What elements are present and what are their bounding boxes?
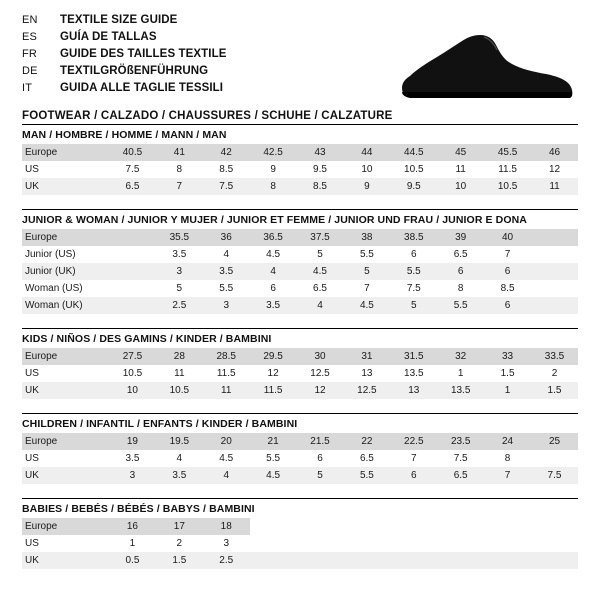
language-code: IT (22, 82, 33, 94)
cell: 5 (343, 263, 390, 280)
cell (109, 246, 156, 263)
cell: 5 (297, 246, 344, 263)
cell: 3 (203, 535, 250, 552)
cell: 30 (297, 348, 344, 365)
cell: 2.5 (156, 297, 203, 314)
cell: 6 (484, 263, 531, 280)
cell: 16 (109, 518, 156, 535)
cell: 0.5 (109, 552, 156, 569)
cell: 6.5 (437, 246, 484, 263)
row-label: Europe (22, 144, 109, 161)
cell: 36 (203, 229, 250, 246)
cell: 12.5 (343, 382, 390, 399)
row-label: US (22, 450, 109, 467)
row-label: US (22, 365, 109, 382)
cell: 4.5 (250, 246, 297, 263)
cell: 4.5 (297, 263, 344, 280)
language-code: DE (22, 65, 38, 77)
cell: 1 (437, 365, 484, 382)
cell: 3.5 (156, 246, 203, 263)
cell: 7 (343, 280, 390, 297)
cell: 37.5 (297, 229, 344, 246)
language-title: GUIDA ALLE TAGLIE TESSILI (60, 82, 224, 94)
cell: 2 (531, 365, 578, 382)
cell: 23.5 (437, 433, 484, 450)
cell: 29.5 (250, 348, 297, 365)
cell (531, 297, 578, 314)
cell: 12 (297, 382, 344, 399)
cell: 7.5 (203, 178, 250, 195)
table-row (22, 280, 578, 297)
cell-empty (390, 518, 437, 535)
cell: 40.5 (109, 144, 156, 161)
cell: 6 (250, 280, 297, 297)
table-row (22, 246, 578, 263)
row-label: US (22, 535, 109, 552)
cell: 4 (297, 297, 344, 314)
cell: 12 (531, 161, 578, 178)
cell: 10 (109, 382, 156, 399)
cell: 11 (437, 161, 484, 178)
cell: 43 (297, 144, 344, 161)
cell: 42 (203, 144, 250, 161)
language-code: EN (22, 14, 38, 26)
cell: 8.5 (203, 161, 250, 178)
cell: 8.5 (484, 280, 531, 297)
cell: 10 (437, 178, 484, 195)
cell: 11.5 (484, 161, 531, 178)
cell: 6 (390, 467, 437, 484)
cell: 10.5 (390, 161, 437, 178)
cell-empty (250, 535, 297, 552)
cell: 11 (203, 382, 250, 399)
cell: 3.5 (109, 450, 156, 467)
cell-empty (484, 518, 531, 535)
section-title: KIDS / NIÑOS / DES GAMINS / KINDER / BAMBINI (22, 333, 272, 345)
document-header (22, 14, 578, 122)
row-label: US (22, 161, 109, 178)
cell (531, 280, 578, 297)
cell: 19.5 (156, 433, 203, 450)
cell: 11 (531, 178, 578, 195)
size-table-man (22, 144, 578, 195)
cell: 31 (343, 348, 390, 365)
cell (531, 229, 578, 246)
cell: 3.5 (203, 263, 250, 280)
cell: 28.5 (203, 348, 250, 365)
cell: 7 (484, 467, 531, 484)
cell: 5 (297, 467, 344, 484)
cell: 6 (390, 246, 437, 263)
cell: 7 (484, 246, 531, 263)
row-label: Europe (22, 348, 109, 365)
table-row (22, 450, 578, 467)
table-row (22, 433, 578, 450)
cell-empty (250, 518, 297, 535)
cell-empty (297, 518, 344, 535)
cell: 31.5 (390, 348, 437, 365)
cell: 7.5 (437, 450, 484, 467)
cell: 4.5 (250, 467, 297, 484)
cell: 21.5 (297, 433, 344, 450)
cell: 13.5 (437, 382, 484, 399)
table-row (22, 552, 578, 569)
cell: 5.5 (203, 280, 250, 297)
cell: 4 (203, 246, 250, 263)
cell: 4 (203, 467, 250, 484)
cell: 8 (484, 450, 531, 467)
cell-empty (531, 552, 578, 569)
cell: 5 (156, 280, 203, 297)
cell: 38.5 (390, 229, 437, 246)
cell-empty (343, 535, 390, 552)
cell: 6 (297, 450, 344, 467)
cell: 9 (343, 178, 390, 195)
cell: 19 (109, 433, 156, 450)
cell: 41 (156, 144, 203, 161)
row-label: Woman (UK) (22, 297, 109, 314)
cell (109, 263, 156, 280)
cell-empty (437, 552, 484, 569)
cell: 44 (343, 144, 390, 161)
cell-empty (437, 518, 484, 535)
cell-empty (484, 552, 531, 569)
cell-empty (250, 552, 297, 569)
cell-empty (437, 535, 484, 552)
section-title: BABIES / BEBÉS / BÉBÉS / BABYS / BAMBINI (22, 503, 255, 515)
cell: 7 (390, 450, 437, 467)
cell: 9 (250, 161, 297, 178)
cell: 5 (390, 297, 437, 314)
cell: 40 (484, 229, 531, 246)
size-table-kids (22, 348, 578, 399)
cell-empty (531, 518, 578, 535)
cell: 1.5 (531, 382, 578, 399)
row-label: UK (22, 382, 109, 399)
cell: 3 (203, 297, 250, 314)
cell: 17 (156, 518, 203, 535)
cell: 7.5 (390, 280, 437, 297)
table-row (22, 535, 578, 552)
cell: 1 (109, 535, 156, 552)
cell: 45 (437, 144, 484, 161)
row-label: Junior (US) (22, 246, 109, 263)
row-label: Junior (UK) (22, 263, 109, 280)
cell: 10.5 (484, 178, 531, 195)
cell: 6 (484, 297, 531, 314)
cell: 44.5 (390, 144, 437, 161)
table-row (22, 161, 578, 178)
section-junior-woman (22, 209, 578, 314)
cell: 6.5 (343, 450, 390, 467)
row-label: Europe (22, 229, 109, 246)
cell: 2 (156, 535, 203, 552)
cell: 1 (484, 382, 531, 399)
cell: 27.5 (109, 348, 156, 365)
cell: 39 (437, 229, 484, 246)
cell: 8 (156, 161, 203, 178)
cell: 6.5 (297, 280, 344, 297)
cell: 3 (109, 467, 156, 484)
cell: 12.5 (297, 365, 344, 382)
cell (109, 297, 156, 314)
cell: 3 (156, 263, 203, 280)
cell (531, 246, 578, 263)
table-row (22, 229, 578, 246)
cell: 42.5 (250, 144, 297, 161)
dress-shoe-icon (388, 30, 578, 108)
cell: 4.5 (203, 450, 250, 467)
cell: 5.5 (437, 297, 484, 314)
cell: 4 (156, 450, 203, 467)
table-row (22, 178, 578, 195)
cell: 8 (437, 280, 484, 297)
cell: 13 (343, 365, 390, 382)
cell: 33 (484, 348, 531, 365)
cell: 7 (156, 178, 203, 195)
cell: 20 (203, 433, 250, 450)
cell: 45.5 (484, 144, 531, 161)
row-label: Europe (22, 518, 109, 535)
section-man (22, 124, 578, 195)
cell: 11.5 (250, 382, 297, 399)
section-title: JUNIOR & WOMAN / JUNIOR Y MUJER / JUNIOR ET FEMME / JUNIOR UND FRAU / JUNIOR E DONA (22, 214, 527, 226)
language-code: FR (22, 48, 38, 60)
size-table-junior-woman (22, 229, 578, 314)
row-label: UK (22, 467, 109, 484)
cell: 6.5 (109, 178, 156, 195)
table-row (22, 348, 578, 365)
cell: 6.5 (437, 467, 484, 484)
cell: 9.5 (297, 161, 344, 178)
cell-empty (297, 552, 344, 569)
language-title: TEXTILE SIZE GUIDE (60, 14, 178, 26)
cell: 11 (156, 365, 203, 382)
cell (109, 280, 156, 297)
cell: 2.5 (203, 552, 250, 569)
cell: 5.5 (250, 450, 297, 467)
cell-empty (484, 535, 531, 552)
cell: 36.5 (250, 229, 297, 246)
cell: 8.5 (297, 178, 344, 195)
cell: 13.5 (390, 365, 437, 382)
section-children (22, 413, 578, 484)
cell-empty (297, 535, 344, 552)
cell: 10.5 (109, 365, 156, 382)
cell-empty (343, 552, 390, 569)
cell: 3.5 (250, 297, 297, 314)
cell-empty (390, 552, 437, 569)
table-row (22, 365, 578, 382)
cell: 5.5 (343, 467, 390, 484)
cell: 13 (390, 382, 437, 399)
cell: 3.5 (156, 467, 203, 484)
cell: 33.5 (531, 348, 578, 365)
section-kids (22, 328, 578, 399)
cell: 10.5 (156, 382, 203, 399)
language-title: GUÍA DE TALLAS (60, 31, 157, 43)
table-row (22, 382, 578, 399)
cell: 7.5 (109, 161, 156, 178)
language-code: ES (22, 31, 38, 43)
size-table-children (22, 433, 578, 484)
table-row (22, 144, 578, 161)
cell-empty (343, 518, 390, 535)
footwear-heading: FOOTWEAR / CALZADO / CHAUSSURES / SCHUHE / CALZATURE (22, 110, 393, 122)
cell: 22.5 (390, 433, 437, 450)
cell: 38 (343, 229, 390, 246)
cell: 1.5 (156, 552, 203, 569)
cell: 4.5 (343, 297, 390, 314)
cell: 12 (250, 365, 297, 382)
row-label: UK (22, 552, 109, 569)
cell: 7.5 (531, 467, 578, 484)
cell: 46 (531, 144, 578, 161)
cell (109, 229, 156, 246)
cell: 18 (203, 518, 250, 535)
table-row (22, 467, 578, 484)
cell: 25 (531, 433, 578, 450)
cell: 11.5 (203, 365, 250, 382)
cell: 9.5 (390, 178, 437, 195)
table-row (22, 518, 578, 535)
cell (531, 263, 578, 280)
cell: 1.5 (484, 365, 531, 382)
table-row (22, 263, 578, 280)
cell: 4 (250, 263, 297, 280)
cell (531, 450, 578, 467)
cell-empty (531, 535, 578, 552)
language-row (22, 14, 578, 31)
cell: 32 (437, 348, 484, 365)
language-title: GUIDE DES TAILLES TEXTILE (60, 48, 227, 60)
row-label: Europe (22, 433, 109, 450)
section-babies (22, 498, 578, 569)
cell: 21 (250, 433, 297, 450)
cell: 35.5 (156, 229, 203, 246)
cell: 8 (250, 178, 297, 195)
row-label: Woman (US) (22, 280, 109, 297)
cell: 6 (437, 263, 484, 280)
table-row (22, 297, 578, 314)
cell: 10 (343, 161, 390, 178)
cell: 24 (484, 433, 531, 450)
cell: 22 (343, 433, 390, 450)
section-title: MAN / HOMBRE / HOMME / MANN / MAN (22, 129, 227, 141)
row-label: UK (22, 178, 109, 195)
cell: 5.5 (390, 263, 437, 280)
section-title: CHILDREN / INFANTIL / ENFANTS / KINDER / BAMBINI (22, 418, 298, 430)
size-table-babies (22, 518, 578, 569)
language-title: TEXTILGRÖßENFÜHRUNG (60, 65, 209, 77)
cell-empty (390, 535, 437, 552)
cell: 28 (156, 348, 203, 365)
cell: 5.5 (343, 246, 390, 263)
